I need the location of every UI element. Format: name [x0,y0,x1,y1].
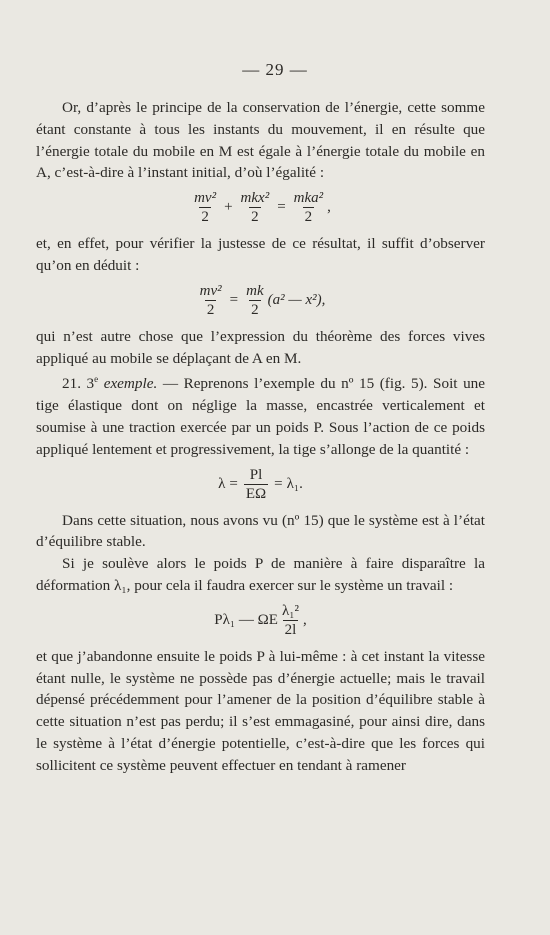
paragraph-example [36,369,485,460]
equation-kinetic-energy [36,283,485,319]
paragraph: Or, d’après le principe de la conservation de l’énergie, cette somme étant constante à tous les instants du mouvement, il en résulte que l’énergie totale du mobile en M est égale à l’énergie totale du mobile en A, c’est-à-dire à l’instant initial, d’où l’égalité : [36,99,485,182]
denominator: 2 [304,209,313,226]
page-number: — 29 — [242,60,308,79]
denominator: 2 [251,209,259,226]
operator: = [229,291,239,308]
equation-energy-conservation [36,190,485,226]
page-body [36,97,485,777]
operator: = [274,475,283,492]
operator: = [277,199,286,216]
fraction [239,190,272,226]
numerator: Pl [249,466,263,483]
section-number: 21. 3 [62,375,95,393]
numerator: mk [246,282,264,299]
paragraph: Dans cette situation, nous avons vu (nº 15) que le système est à l’état d’équilibre stable. [36,511,485,551]
paragraph: Si je soulève alors le poids P de manière à faire disparaître la déformation λ₁, pour cela il faudra exercer sur le système un travail : [36,555,485,595]
fraction [192,190,218,226]
denominator: 2l [284,621,297,638]
section-title: exemple. [103,375,158,393]
denominator: 2 [206,301,215,318]
equation-tail: (a² — x²), [267,291,326,308]
fraction [244,467,268,503]
paragraph: et, en effet, pour vérifier la justesse de ce résultat, il suffit d’observer qu’on en déduit : [36,235,485,274]
operator: = [229,475,238,492]
equation-elongation [36,467,485,503]
denominator: 2 [251,301,259,318]
equation-tail: , [302,611,307,628]
paragraph: et que j’abandonne ensuite le poids P à lui-même : à cet instant la vitesse étant nulle, le système ne possède pas d’énergie actuelle; mais le travail dépensé précédemment pour l’amener de la position d’équilibre stable à cette situation n’est pas perdu; il s’est emmagasiné, pour ainsi dire, dans le système à l’état d’énergie potentielle, c’est-à-dire que les forces qui sollicitent ce système peuvent effectuer en tendant à ramener [36,647,485,774]
equation-lhs: λ [218,475,226,492]
fraction [198,283,224,319]
equation-lhs: Pλ₁ — ΩE [214,611,278,628]
numerator: mv² [194,190,217,207]
equation-tail: , [327,199,331,216]
fraction [244,283,266,319]
paragraph-text: — Reprenons l’exemple du nº 15 (fig. 5). Soit une tige élastique dont on néglige la masse, encastrée verticalement et soumise à une traction exercée par un poids P. Sous l’action de ce poids appliqué lentement et progressivement, la tige s’allonge de la quantité : [36,375,485,458]
numerator: mkx² [240,190,270,207]
denominator: EΩ [245,485,267,502]
equation-rhs: λ₁. [286,475,303,492]
numerator: mka² [293,190,324,207]
ordinal-suffix: e [94,374,99,385]
numerator: mv² [199,282,222,299]
paragraph: qui n’est autre chose que l’expression du théorème des forces vives appliqué au mobile se déplaçant de A en M. [36,327,485,367]
operator: + [224,199,233,216]
denominator: 2 [201,209,209,226]
numerator: λ₁² [281,602,299,619]
fraction [292,190,326,226]
fraction [280,603,301,639]
equation-work [36,603,485,639]
